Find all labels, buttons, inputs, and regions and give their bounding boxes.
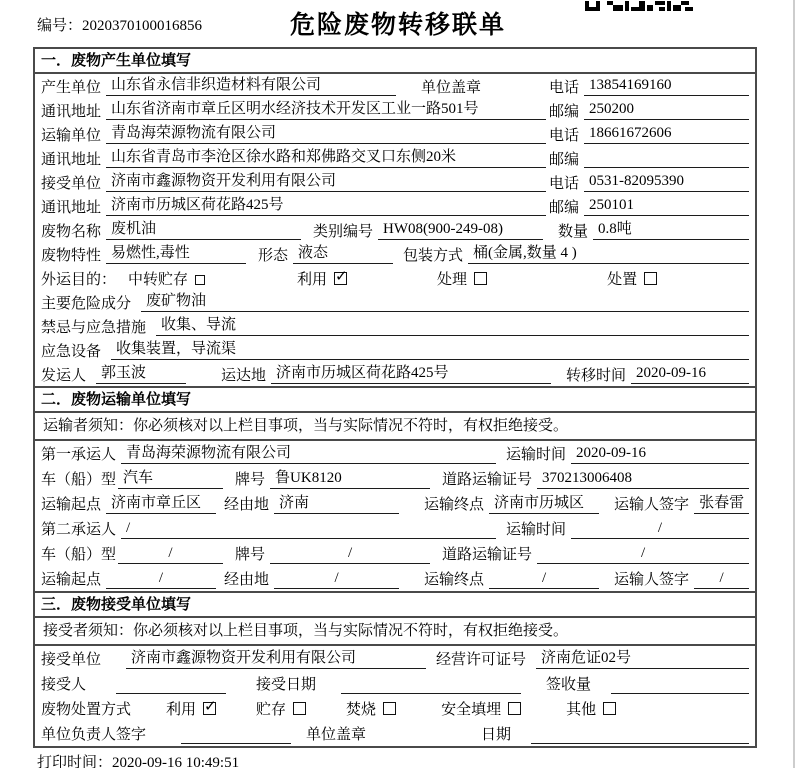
shipper-label: 发运人 — [41, 367, 87, 384]
row-main-hazard — [35, 290, 755, 314]
carrier1-value: 青岛海荣源物流有限公司 — [121, 444, 496, 464]
category-code-label: 类别编号 — [313, 223, 374, 240]
vehicle-type-value: / — [118, 544, 223, 564]
serial-value: 2020370100016856 — [82, 18, 203, 34]
carrier2-label: 第二承运人 — [41, 522, 117, 538]
date-value — [531, 724, 749, 744]
origin-label: 运输起点 — [41, 497, 102, 513]
road-cert-label: 道路运输证号 — [442, 472, 533, 488]
option-landfill — [441, 698, 521, 719]
carrier-sign-value: / — [694, 569, 749, 589]
destination-value: 济南市历城区荷花路425号 — [271, 364, 551, 384]
checkbox-label: 处理 — [437, 271, 468, 288]
checkbox-checked-icon — [203, 697, 217, 715]
endpoint-value: 济南市历城区 — [489, 494, 599, 514]
row-receiver — [35, 170, 755, 194]
option-utilize — [297, 268, 347, 289]
purpose-label: 外运目的： — [41, 271, 117, 288]
address-label: 通讯地址 — [41, 103, 102, 120]
option-storage — [256, 698, 306, 719]
checkbox-label: 利用 — [297, 271, 328, 288]
form-label: 形态 — [258, 247, 289, 264]
row-waste-traits — [35, 242, 755, 266]
disposal-label: 废物处置方式 — [41, 702, 132, 718]
phone-label: 电话 — [548, 175, 579, 192]
road-cert-value: / — [537, 544, 749, 564]
accepting-unit-value: 济南市鑫源物资开发利用有限公司 — [126, 649, 426, 669]
hazard-label: 主要危险成分 — [41, 295, 132, 312]
via-value: 济南 — [274, 494, 399, 514]
license-label: 经营许可证号 — [436, 652, 527, 668]
option-transit-storage — [128, 268, 205, 289]
endpoint-label: 运输终点 — [424, 572, 485, 588]
carrier-sign-label: 运输人签字 — [614, 572, 690, 588]
vehicle-type-label: 车（船）型 — [41, 547, 117, 563]
traits-value: 易燃性,毒性 — [106, 244, 246, 264]
check-mark-icon: ✓ — [204, 697, 217, 715]
via-value: / — [274, 569, 399, 589]
row-producer — [35, 74, 755, 98]
document-header — [0, 0, 796, 45]
print-time — [37, 751, 239, 768]
form-value: 液态 — [293, 244, 393, 264]
checkbox-label: 焚烧 — [346, 702, 377, 718]
endpoint-value: / — [489, 569, 599, 589]
phone-label: 电话 — [548, 127, 579, 144]
row-vehicle1 — [35, 466, 755, 491]
checkbox-unchecked-icon — [508, 702, 521, 715]
option-dispose — [607, 268, 657, 289]
print-time-label: 打印时间： — [37, 755, 113, 768]
section3-title: 三．废物接受单位填写 — [35, 593, 755, 618]
address-value: 济南市历城区荷花路425号 — [106, 196, 546, 216]
row-acceptor — [35, 671, 755, 696]
row-producer-address — [35, 98, 755, 122]
license-value: 济南危证02号 — [536, 649, 749, 669]
responsible-sign-value — [181, 724, 291, 744]
producer-label: 产生单位 — [41, 79, 102, 96]
address-value: 山东省青岛市李沧区徐水路和郑佛路交叉口东侧20米 — [106, 148, 546, 168]
endpoint-label: 运输终点 — [424, 497, 485, 513]
packaging-value: 桶(金属,数量 4 ) — [468, 244, 749, 264]
phone-label: 电话 — [548, 79, 579, 96]
plate-label: 牌号 — [235, 547, 266, 563]
row-waste-name — [35, 218, 755, 242]
transporter-notice: 运输者须知：你必须核对以上栏目事项，当与实际情况不符时，有权拒绝接受。 — [35, 413, 755, 441]
accepting-unit-label: 接受单位 — [41, 652, 102, 668]
checkbox-unchecked-icon — [644, 272, 657, 285]
page-title: 危险废物转移联单 — [289, 10, 506, 39]
category-code-value: HW08(900-249-08) — [378, 220, 543, 240]
packaging-label: 包装方式 — [403, 247, 464, 264]
zip-label: 邮编 — [548, 103, 579, 120]
plate-value: 鲁UK8120 — [270, 469, 430, 489]
receiver-notice: 接受者须知：你必须核对以上栏目事项，当与实际情况不符时，有权拒绝接受。 — [35, 618, 755, 646]
row-responsible-sign — [35, 721, 755, 746]
waste-name-label: 废物名称 — [41, 223, 102, 240]
checkbox-label: 其他 — [566, 702, 597, 718]
zip-value: 250101 — [584, 196, 749, 216]
plate-value: / — [270, 544, 430, 564]
hazard-value: 废矿物油 — [141, 292, 749, 312]
road-cert-label: 道路运输证号 — [442, 547, 533, 563]
received-amount-label: 签收量 — [546, 677, 592, 693]
transfer-manifest-form — [33, 47, 757, 748]
checkbox-unchecked-icon — [293, 702, 306, 715]
checkbox-unchecked-icon — [474, 272, 487, 285]
carrier-sign-label: 运输人签字 — [614, 497, 690, 513]
phone-value: 13854169160 — [584, 76, 749, 96]
page-edge-divider — [793, 0, 795, 768]
option-other — [566, 698, 616, 719]
option-utilize — [166, 698, 216, 719]
equipment-label: 应急设备 — [41, 343, 102, 360]
option-incinerate — [346, 698, 396, 719]
waste-name-value: 废机油 — [106, 220, 301, 240]
transfer-time-value: 2020-09-16 — [631, 364, 749, 384]
taboo-label: 禁忌与应急措施 — [41, 319, 147, 336]
quantity-value: 0.8吨 — [593, 220, 749, 240]
quantity-label: 数量 — [558, 223, 589, 240]
destination-label: 运达地 — [221, 367, 267, 384]
origin-label: 运输起点 — [41, 572, 102, 588]
row-taboo-measures — [35, 314, 755, 338]
plate-label: 牌号 — [235, 472, 266, 488]
checkbox-label: 利用 — [166, 702, 197, 718]
print-time-value: 2020-09-16 10:49:51 — [112, 755, 240, 768]
transport-time-value: / — [571, 519, 749, 539]
carrier1-label: 第一承运人 — [41, 447, 117, 463]
transport-time-label: 运输时间 — [506, 447, 567, 463]
transfer-time-label: 转移时间 — [566, 367, 627, 384]
transport-time-value: 2020-09-16 — [571, 444, 749, 464]
unit-seal-label: 单位盖章 — [306, 727, 367, 743]
serial-label: 编号： — [37, 18, 83, 34]
section-receiver — [35, 591, 755, 746]
transporter-label: 运输单位 — [41, 127, 102, 144]
checkbox-checked-icon — [334, 266, 348, 285]
row-receiver-address — [35, 194, 755, 218]
accept-date-value — [341, 674, 521, 694]
qr-code-icon — [585, 0, 695, 17]
address-label: 通讯地址 — [41, 151, 102, 168]
row-disposal-method — [35, 696, 755, 721]
option-treat — [437, 268, 487, 289]
shipper-value: 郭玉波 — [96, 364, 186, 384]
date-label: 日期 — [481, 727, 512, 743]
address-value: 山东省济南市章丘区明水经济技术开发区工业一路501号 — [106, 100, 546, 120]
row-vehicle2 — [35, 541, 755, 566]
check-mark-icon: ✓ — [335, 266, 348, 285]
zip-label: 邮编 — [548, 151, 579, 168]
acceptor-label: 接受人 — [41, 677, 87, 693]
row-transfer-purpose — [35, 266, 755, 290]
zip-label: 邮编 — [548, 199, 579, 216]
row-route1 — [35, 491, 755, 516]
received-amount-value — [611, 674, 749, 694]
phone-value: 18661672606 — [584, 124, 749, 144]
section-transporter — [35, 386, 755, 591]
row-emergency-equipment — [35, 338, 755, 362]
zip-value: 250200 — [584, 100, 749, 120]
checkbox-label: 安全填埋 — [441, 702, 502, 718]
vehicle-type-label: 车（船）型 — [41, 472, 117, 488]
transporter-value: 青岛海荣源物流有限公司 — [106, 124, 546, 144]
road-cert-value: 370213006408 — [537, 469, 749, 489]
section1-title: 一．废物产生单位填写 — [35, 49, 755, 74]
zip-value — [584, 148, 749, 168]
carrier-sign-value: 张春雷 — [694, 494, 749, 514]
checkbox-unchecked-icon — [603, 702, 616, 715]
row-transporter — [35, 122, 755, 146]
traits-label: 废物特性 — [41, 247, 102, 264]
equipment-value: 收集装置，导流渠 — [111, 340, 749, 360]
row-shipper — [35, 362, 755, 386]
accept-date-label: 接受日期 — [256, 677, 317, 693]
row-accepting-unit — [35, 646, 755, 671]
checkbox-unchecked-icon — [383, 702, 396, 715]
taboo-value: 收集、导流 — [156, 316, 749, 336]
checkbox-label: 中转贮存 — [128, 271, 189, 288]
row-route2 — [35, 566, 755, 591]
carrier2-value: / — [121, 519, 496, 539]
origin-value: 济南市章丘区 — [106, 494, 216, 514]
unit-seal-label: 单位盖章 — [421, 79, 482, 96]
checkbox-unchecked-icon — [195, 275, 205, 285]
row-transporter-address — [35, 146, 755, 170]
address-label: 通讯地址 — [41, 199, 102, 216]
acceptor-value — [116, 674, 226, 694]
vehicle-type-value: 汽车 — [118, 469, 223, 489]
responsible-sign-label: 单位负责人签字 — [41, 727, 147, 743]
receiver-value: 济南市鑫源物资开发利用有限公司 — [106, 172, 546, 192]
section2-title: 二．废物运输单位填写 — [35, 388, 755, 413]
section-producer — [35, 49, 755, 386]
producer-value: 山东省永信非织造材料有限公司 — [106, 76, 396, 96]
receiver-label: 接受单位 — [41, 175, 102, 192]
origin-value: / — [106, 569, 216, 589]
checkbox-label: 处置 — [607, 271, 638, 288]
row-first-carrier — [35, 441, 755, 466]
via-label: 经由地 — [224, 572, 270, 588]
checkbox-label: 贮存 — [256, 702, 287, 718]
via-label: 经由地 — [224, 497, 270, 513]
row-second-carrier — [35, 516, 755, 541]
transport-time-label: 运输时间 — [506, 522, 567, 538]
phone-value: 0531-82095390 — [584, 172, 749, 192]
